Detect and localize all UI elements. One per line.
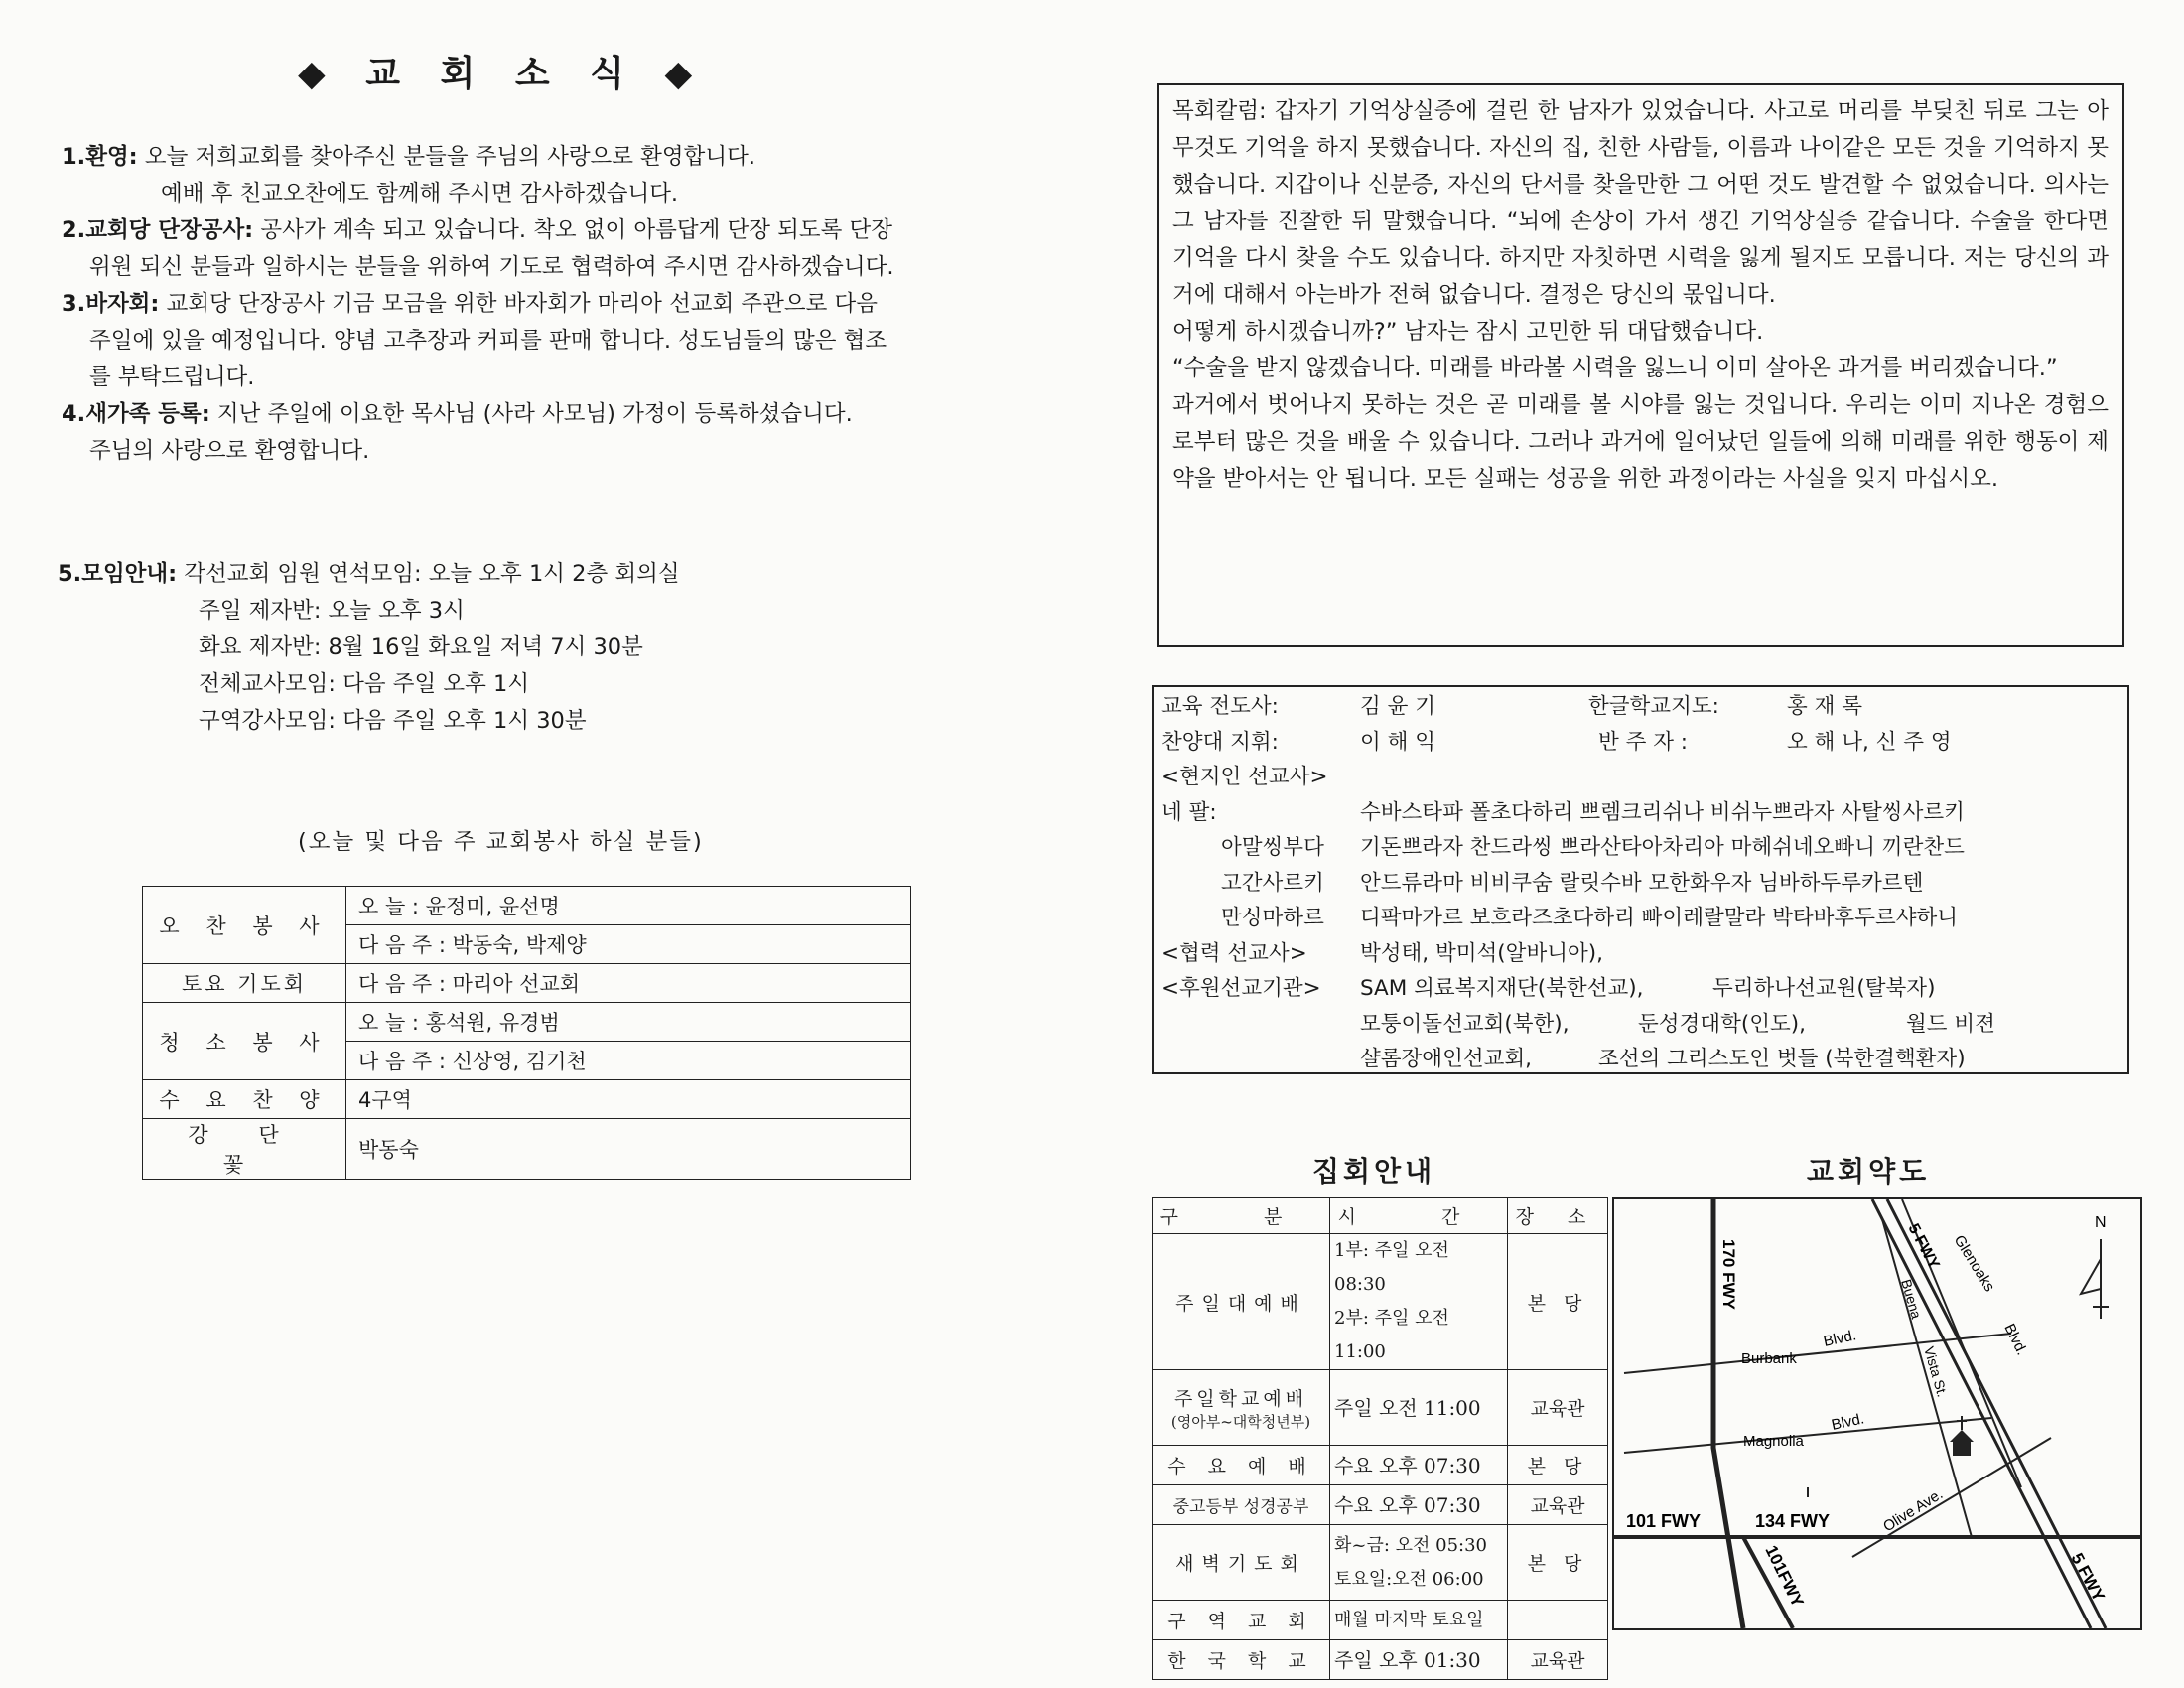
- news-title: ◆ 교 회 소 식 ◆: [298, 54, 707, 94]
- map-label: 101FWY: [1761, 1542, 1808, 1611]
- map-label: 101 FWY: [1626, 1511, 1702, 1531]
- map-label: Burbank: [1741, 1350, 1797, 1367]
- north-arrow-icon: [2081, 1239, 2109, 1319]
- service-role: 오 찬 봉 사: [143, 887, 346, 964]
- schedule-sub: (영아부~대학청년부): [1170, 1412, 1311, 1431]
- schedule-place: 본 당: [1508, 1234, 1608, 1370]
- map-label: 170 FWY: [1719, 1239, 1738, 1310]
- meeting-item: 구역강사모임: 다음 주일 오후 1시 30분: [199, 708, 587, 734]
- staff-name: 수바스타파 폴초다하리 쁘렘크리쉬나 비쉬누쁘라자 사탈씽사르키: [1360, 799, 1965, 825]
- staff-row: [1161, 1007, 2119, 1043]
- staff-box: [1152, 685, 2129, 1074]
- schedule-name: 주일대예배: [1153, 1234, 1330, 1370]
- staff-label: <후원선교기관>: [1161, 976, 1321, 1001]
- schedule-time: 수요 오후 07:30: [1330, 1446, 1508, 1485]
- map-label: Buena: [1898, 1277, 1925, 1321]
- staff-name: 박성태, 박미석(알바니아),: [1360, 940, 1603, 966]
- news-text: 예배 후 친교오찬에도 함께해 주시면 감사하겠습니다.: [161, 181, 679, 207]
- column-paragraph: 목회칼럼: 갑자기 기억상실증에 걸린 한 남자가 있었습니다. 사고로 머리를 부딪친 뒤로 그는 아무것도 기억을 하지 못했습니다. 자신의 집, 친한 사람들, 이름과 나이같은 모든 것을 기억하지 못했습니다. 지갑이나 신분증, 자신의 단서를 찾을만한 그 어떤 것도 발견할 수 없었습니다. 의사는 그 남자를 진찰한 뒤 말했습니다. “뇌에 손상이 가서 생긴 기억상실증 같습니다. 수술을 한다면 기억을 다시 찾을 수도 있습니다. 하지만 자칫하면 시력을 잃게 될지도 모릅니다. 저는 당신의 과거에 대해서 아는바가 전혀 없습니다. 결정은 당신의 몫입니다.: [1172, 98, 2109, 308]
- schedule-time-line: 화~금: 오전 05:30: [1334, 1534, 1488, 1556]
- staff-row: [1161, 971, 2119, 1007]
- schedule-name: 새벽기도회: [1153, 1525, 1330, 1601]
- staff-row: [1161, 1042, 2119, 1077]
- schedule-name: 수 요 예 배: [1153, 1446, 1330, 1485]
- map-title: 교회약도: [1807, 1155, 1931, 1188]
- schedule-header: 장 소: [1508, 1198, 1608, 1234]
- staff-name: SAM 의료복지재단(북한선교),: [1360, 976, 1644, 1001]
- staff-label: 교육 전도사:: [1161, 694, 1279, 719]
- staff-row: [1161, 936, 2119, 972]
- staff-name: 월드 비젼: [1906, 1011, 1995, 1037]
- meeting-item: 각선교회 임원 연석모임: 오늘 오후 1시 2층 회의실: [184, 561, 680, 587]
- news-item-bazaar: [62, 286, 1074, 323]
- staff-label: 만싱마하르: [1221, 906, 1324, 930]
- staff-name: 기돈쁘라자 찬드라씽 쁘라산타아차리아 마헤쉬네오빠니 끼란찬드: [1360, 835, 1965, 860]
- news-text: 주일에 있을 예정입니다. 양념 고추장과 커피를 판매 합니다. 성도님들의 많은 협조: [89, 328, 887, 353]
- staff-label: <협력 선교사>: [1161, 940, 1307, 966]
- staff-row: [1161, 689, 2119, 725]
- map-svg: [1614, 1199, 2140, 1628]
- road-burbank: [1624, 1334, 2011, 1373]
- schedule-header: 구 분: [1153, 1198, 1330, 1234]
- meeting-item: 전체교사모임: 다음 주일 오후 1시: [199, 671, 530, 697]
- map-north-label: N: [2095, 1214, 2107, 1231]
- news-label: 3.바자회:: [62, 291, 160, 317]
- staff-name: 오 해 나, 신 주 영: [1787, 729, 1952, 755]
- news-item-renovation: [62, 212, 1074, 249]
- news-item-new-family: [62, 396, 1074, 433]
- schedule-place: 본 당: [1508, 1446, 1608, 1485]
- schedule-place: [1508, 1601, 1608, 1640]
- news-label: 2.교회당 단장공사:: [62, 217, 254, 243]
- meetings: [58, 556, 680, 740]
- staff-row: [1161, 795, 2119, 831]
- news-label: 4.새가족 등록:: [62, 401, 210, 427]
- column-paragraph: “수술을 받지 않겠습니다. 미래를 바라볼 시력을 잃느니 이미 살아온 과거를 버리겠습니다.”: [1172, 355, 2058, 381]
- schedule-title: 집회안내: [1312, 1155, 1436, 1188]
- schedule-time: [1330, 1234, 1508, 1370]
- map-label: Blvd.: [1830, 1410, 1866, 1434]
- service-role: 청 소 봉 사: [143, 1003, 346, 1080]
- service-value: 오 늘 : 홍석원, 유경범: [346, 1003, 911, 1042]
- staff-row: [1161, 725, 2119, 761]
- meeting-item: 주일 제자반: 오늘 오후 3시: [199, 598, 465, 624]
- schedule-time: [1330, 1525, 1508, 1601]
- news-text: 주님의 사랑으로 환영합니다.: [89, 438, 370, 464]
- column-paragraph: 과거에서 벗어나지 못하는 것은 곧 미래를 볼 시야를 잃는 것입니다. 우리는 이미 지나온 경험으로부터 많은 것을 배울 수 있습니다. 그러나 과거에 일어났던 일들에 의해 미래를 위한 행동이 제약을 받아서는 안 됩니다. 모든 실패는 성공을 위한 과정이라는 사실을 잊지 마십시오.: [1172, 392, 2109, 492]
- schedule-time-line: 2부: 주일 오전 11:00: [1334, 1308, 1449, 1362]
- news-label: 1.환영:: [62, 144, 138, 170]
- service-value: 다 음 주 : 마리아 선교회: [346, 964, 911, 1003]
- meeting-item: 화요 제자반: 8월 16일 화요일 저녁 7시 30분: [199, 634, 643, 660]
- service-value: 4구역: [346, 1080, 911, 1119]
- schedule-place: 교육관: [1508, 1485, 1608, 1525]
- staff-label: 네 팔:: [1161, 799, 1217, 825]
- staff-row: [1161, 866, 2119, 902]
- staff-name: 홍 재 록: [1787, 694, 1862, 719]
- service-value: 박동숙: [346, 1119, 911, 1180]
- staff-label: 찬양대 지휘:: [1161, 729, 1279, 755]
- schedule-place: 본 당: [1508, 1525, 1608, 1601]
- staff-row: [1161, 760, 2119, 795]
- schedule-time: 주일 오후 01:30: [1330, 1640, 1508, 1680]
- road-magnolia: [1624, 1418, 1991, 1453]
- staff-name: 조선의 그리스도인 벗들 (북한결핵환자): [1598, 1047, 1966, 1071]
- column-paragraph: 어떻게 하시겠습니까?” 남자는 잠시 고민한 뒤 대답했습니다.: [1172, 319, 1764, 345]
- map-label: Blvd.: [2000, 1321, 2031, 1358]
- map-label: Blvd.: [1822, 1327, 1858, 1350]
- news-text: 지난 주일에 이요한 목사님 (사라 사모님) 가정이 등록하셨습니다.: [216, 401, 853, 427]
- staff-name: 디팍마가르 보흐라즈초다하리 빠이레랄말라 박타바후두르샤하니: [1360, 906, 1959, 930]
- staff-label: <현지인 선교사>: [1161, 765, 1328, 789]
- schedule-place: 교육관: [1508, 1640, 1608, 1680]
- service-role: 수 요 찬 양: [143, 1080, 346, 1119]
- staff-name: 김 윤 기: [1360, 694, 1435, 719]
- map-label: Olive Ave.: [1880, 1485, 1947, 1536]
- news-list: [62, 139, 1074, 470]
- map-label: Glenoaks: [1950, 1232, 1998, 1295]
- staff-name: 이 해 익: [1360, 729, 1435, 755]
- schedule-time-line: 토요일:오전 06:00: [1334, 1568, 1484, 1590]
- schedule-name: 한 국 학 교: [1153, 1640, 1330, 1680]
- staff-name: 두리하나선교원(탈북자): [1712, 976, 1936, 1001]
- service-table: [142, 886, 911, 1180]
- schedule-time: 수요 오후 07:30: [1330, 1485, 1508, 1525]
- schedule-time-line: 1부: 주일 오전 08:30: [1334, 1240, 1449, 1295]
- staff-name: 모퉁이돌선교회(북한),: [1360, 1011, 1570, 1037]
- schedule-header: 시 간: [1330, 1198, 1508, 1234]
- news-item-welcome: [62, 139, 1074, 176]
- service-role: 토요 기도회: [143, 964, 346, 1003]
- service-value: 다 음 주 : 신상영, 김기천: [346, 1042, 911, 1080]
- schedule-name: 구 역 교 회: [1153, 1601, 1330, 1640]
- staff-name: 안드류라마 비비쿠숨 랄릿수바 모한화우자 님바하두루카르텐: [1360, 870, 1924, 896]
- map-label: 5 FWY: [2067, 1549, 2109, 1605]
- news-text: 오늘 저희교회를 찾아주신 분들을 주님의 사랑으로 환영합니다.: [144, 144, 756, 170]
- schedule-place: 교육관: [1508, 1370, 1608, 1446]
- schedule-time: 매월 마지막 토요일: [1330, 1601, 1508, 1640]
- news-text: 를 부탁드립니다.: [89, 364, 255, 390]
- service-title: (오늘 및 다음 주 교회봉사 하실 분들): [298, 829, 704, 855]
- schedule-name: 중고등부 성경공부: [1153, 1485, 1330, 1525]
- staff-label: 고간사르키: [1221, 870, 1324, 896]
- staff-label: 반 주 자 :: [1598, 729, 1689, 755]
- service-role: 강 단 꽃: [143, 1119, 346, 1180]
- schedule-name-line: 주일학교예배: [1173, 1387, 1308, 1410]
- staff-name: 둔성경대학(인도),: [1638, 1011, 1806, 1037]
- map-label: 5 FWY: [1904, 1220, 1943, 1273]
- schedule-name: [1153, 1370, 1330, 1446]
- service-value: 다 음 주 : 박동숙, 박제양: [346, 925, 911, 964]
- staff-label: 아말씽부다: [1221, 835, 1324, 860]
- map-label: 134 FWY: [1755, 1511, 1831, 1531]
- service-value: 오 늘 : 윤정미, 윤선명: [346, 887, 911, 925]
- staff-row: [1161, 830, 2119, 866]
- pastor-column: [1157, 83, 2124, 647]
- meetings-label: 5.모임안내:: [58, 561, 178, 587]
- staff-name: 샬롬장애인선교회,: [1360, 1047, 1532, 1071]
- staff-label: 한글학교지도:: [1588, 694, 1719, 719]
- staff-row: [1161, 901, 2119, 936]
- map-label: Vista St.: [1921, 1344, 1951, 1399]
- news-text: 공사가 계속 되고 있습니다. 착오 없이 아름답게 단장 되도록 단장: [260, 217, 892, 243]
- schedule-table: [1152, 1197, 1608, 1680]
- schedule-time: 주일 오전 11:00: [1330, 1370, 1508, 1446]
- map-label: Magnolia: [1743, 1433, 1804, 1450]
- news-text: 교회당 단장공사 기금 모금을 위한 바자회가 마리아 선교회 주관으로 다음: [166, 291, 878, 317]
- news-text: 위원 되신 분들과 일하시는 분들을 위하여 기도로 협력하여 주시면 감사하겠습니다.: [89, 254, 894, 280]
- church-map: [1612, 1197, 2142, 1630]
